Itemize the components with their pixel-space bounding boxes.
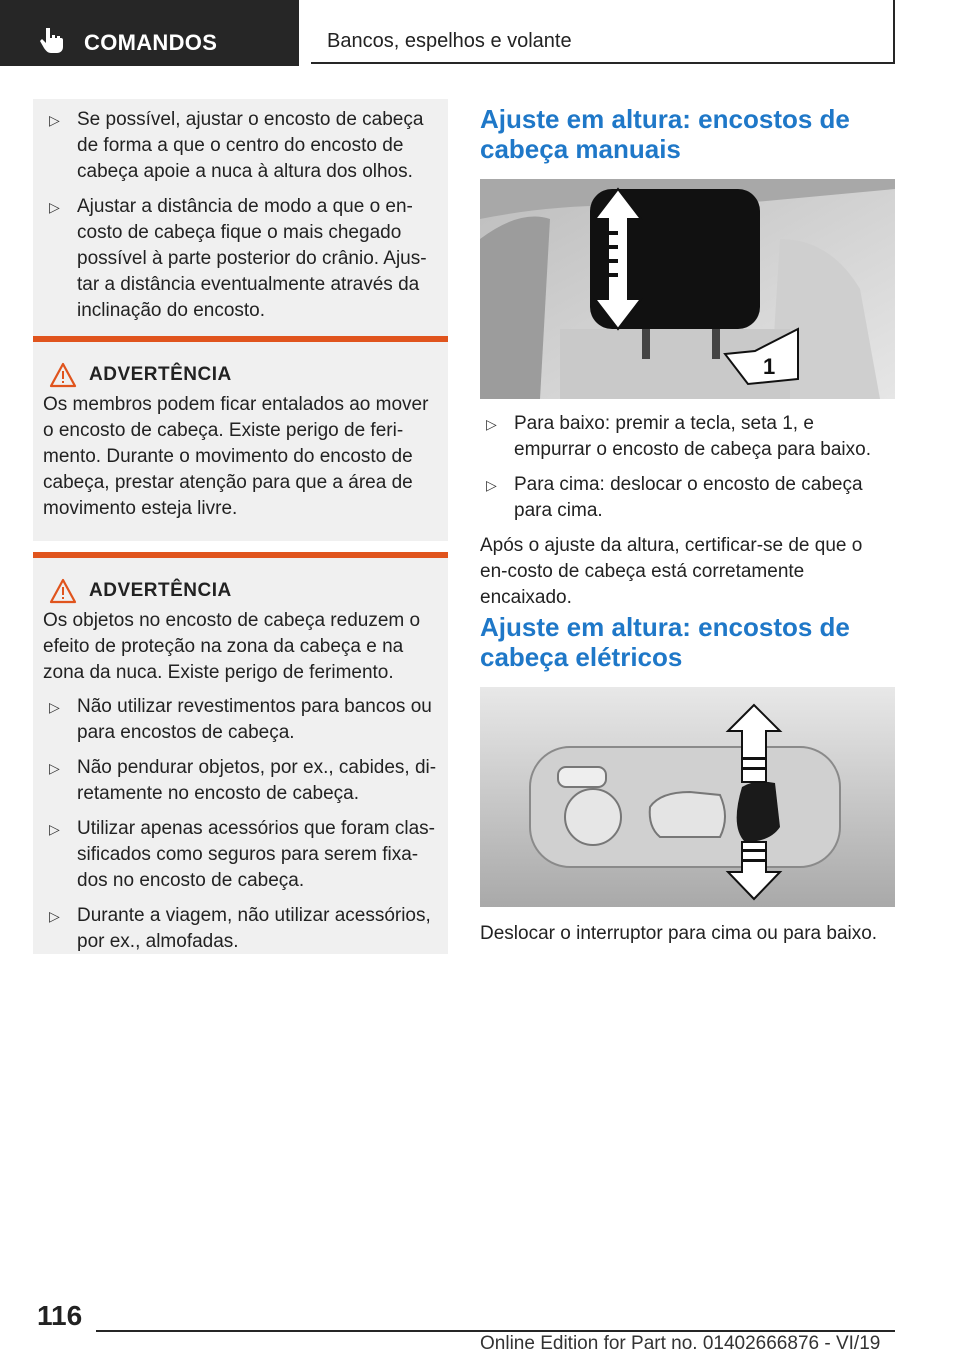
intro-box (33, 99, 448, 349)
switch-illustration (480, 687, 895, 907)
callout-number: 1 (763, 354, 776, 379)
warning-header (43, 362, 438, 388)
list-item: ▷ Utilizar apenas acessórios que foram clas-sificados como seguros para serem fixa-dos no encosto de cabeça. (49, 818, 435, 891)
section-header (311, 0, 895, 64)
manual-section (480, 104, 895, 164)
warning-box-1 (33, 336, 448, 541)
list-item: ▷ Ajustar a distância de modo a que o en-costo de cabeça fique o mais chegado possível à parte posterior do crânio. Ajus-tar a distância eventualmente através da inclinação do encosto. (49, 196, 427, 321)
intro-list (43, 107, 438, 324)
warning-list (43, 694, 438, 955)
manual-list (480, 411, 895, 524)
bullet-icon: ▷ (49, 760, 60, 776)
list-item: ▷ Para cima: deslocar o encosto de cabeça para cima. (486, 474, 863, 521)
footer-divider (96, 1330, 895, 1332)
manual-instructions (480, 411, 895, 611)
warning-icon (49, 362, 77, 388)
list-item: ▷ Durante a viagem, não utilizar acessórios, por ex., almofadas. (49, 905, 431, 952)
bullet-icon: ▷ (49, 199, 60, 215)
warning-icon (49, 578, 77, 604)
warning-title: ADVERTÊNCIA (89, 580, 232, 601)
list-item: ▷ Não pendurar objetos, por ex., cabides, di-retamente no encosto de cabeça. (49, 757, 437, 804)
bullet-icon: ▷ (486, 477, 497, 493)
switch-photo (480, 687, 895, 907)
chapter-tab (0, 0, 299, 66)
bullet-icon: ▷ (486, 416, 497, 432)
photo-caption: Deslocar o interruptor para cima ou para baixo. (480, 923, 878, 944)
switch-caption-wrap (480, 921, 895, 947)
footer-edition: Online Edition for Part no. 01402666876 - VI/19 (480, 1333, 881, 1354)
section-title: Bancos, espelhos e volante (327, 30, 572, 52)
headrest-illustration (480, 179, 895, 399)
warning-text: Os membros podem ficar entalados ao mover o encosto de cabeça. Existe perigo de feri-mento. Durante o movimento do encosto de cabeça, prestar atenção para que a área de movimento esteja livre. (43, 394, 429, 519)
chapter-title: COMANDOS (84, 30, 218, 55)
bullet-icon: ▷ (49, 112, 60, 128)
bullet-icon: ▷ (49, 821, 60, 837)
warning-header (43, 578, 438, 604)
electric-section (480, 612, 895, 672)
bullet-icon: ▷ (49, 699, 60, 715)
manual-note: Após o ajuste da altura, certificar-se de que o en-costo de cabeça está corretamente encaixado. (480, 535, 863, 608)
hand-pointer-icon (38, 26, 66, 54)
bullet-icon: ▷ (49, 908, 60, 924)
warning-text: Os objetos no encosto de cabeça reduzem o efeito de proteção na zona da cabeça e na zona da nuca. Existe perigo de ferimento. (43, 610, 421, 683)
list-item: ▷ Para baixo: premir a tecla, seta 1, e empurrar o encosto de cabeça para baixo. (486, 413, 871, 460)
section-heading: Ajuste em altura: encostos de cabeça manuais (480, 104, 850, 164)
section-heading: Ajuste em altura: encostos de cabeça elétricos (480, 612, 850, 672)
headrest-photo (480, 179, 895, 399)
list-item: ▷ Se possível, ajustar o encosto de cabeça de forma a que o centro do encosto de cabeça apoie a nuca à altura dos olhos. (49, 109, 424, 182)
warning-box-2 (33, 552, 448, 954)
page-number: 116 (37, 1300, 83, 1331)
warning-title: ADVERTÊNCIA (89, 364, 232, 385)
list-item: ▷ Não utilizar revestimentos para bancos ou para encostos de cabeça. (49, 696, 432, 743)
